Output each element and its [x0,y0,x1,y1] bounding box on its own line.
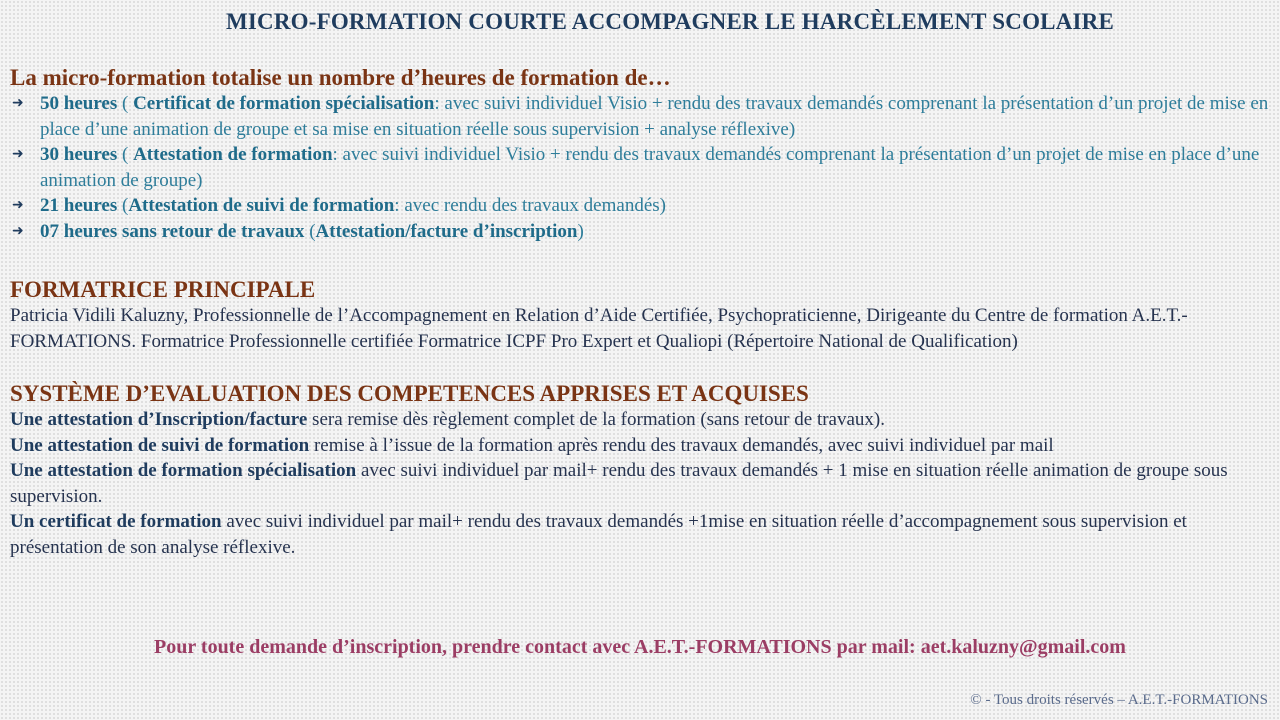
evaluation-item [10,433,1272,459]
page-title: MICRO-FORMATION COURTE ACCOMPAGNER LE HARCÈLEMENT SCOLAIRE [225,9,1115,34]
paren: ( [304,220,316,242]
paren: ( [117,144,134,165]
hours-value: 07 heures sans retour de travaux [40,220,305,242]
trainer-heading: FORMATRICE PRINCIPALE [10,277,316,302]
item-description: ) [577,220,584,242]
evaluation-item-text: remise à l’issue de la formation après rendu des travaux demandés, avec suivi individuel par mail [309,434,1054,456]
evaluation-item-text: avec suivi individuel par mail+ rendu des travaux demandés + 1 mise en situation réelle animation de groupe sous supervision. [10,460,1228,507]
hours-value: 30 heures [40,144,118,165]
certificate-label: Attestation/facture d’inscription [315,220,578,242]
evaluation-item-text: avec suivi individuel par mail+ rendu des travaux demandés +1mise en situation réelle d’accompagnement sous supervision et présentation de son analyse réflexive. [10,511,1187,558]
list-item [10,91,1272,142]
list-item [10,219,1272,245]
contact-line: Pour toute demande d’inscription, prendre contact avec A.E.T.-FORMATIONS par mail: aet.kaluzny@gmail.com [154,636,1126,658]
evaluation-item [10,458,1272,509]
evaluation-item-title: Une attestation de formation spécialisation [10,460,357,481]
right-arrow-icon: ➜ [12,146,24,162]
hours-heading: La micro-formation totalise un nombre d’heures de formation de… [10,65,671,90]
paren: ( [117,195,129,216]
trainer-description: Patricia Vidili Kaluzny, Professionnelle de l’Accompagnement en Relation d’Aide Certifiée, Psychopraticienne, Dirigeante du Centre de formation A.E.T.-FORMATIONS. Formatrice Professionnelle certifiée Formatrice ICPF Pro Expert et Qualiopi (Répertoire National de Qualification) [10,305,1188,352]
hours-value: 21 heures [40,195,118,216]
list-item [10,193,1272,219]
evaluation-item-title: Un certificat de formation [10,511,222,532]
evaluation-item-title: Une attestation d’Inscription/facture [10,409,308,430]
copyright-notice: © - Tous droits réservés – A.E.T.-FORMATIONS [970,692,1268,708]
right-arrow-icon: ➜ [12,95,24,111]
evaluation-item [10,407,1272,433]
hours-value: 50 heures [40,93,118,114]
evaluation-heading: SYSTÈME D’EVALUATION DES COMPETENCES APPRISES ET ACQUISES [10,381,809,406]
evaluation-item-title: Une attestation de suivi de formation [10,434,310,456]
certificate-label: Certificat de formation spécialisation [133,93,435,114]
item-description: : avec suivi individuel Visio + rendu des travaux demandés comprenant la présentation d’un projet de mise en place d’une animation de groupe) [40,144,1260,191]
item-description: : avec rendu des travaux demandés) [394,195,666,216]
right-arrow-icon: ➜ [12,222,24,239]
certificate-label: Attestation de suivi de formation [128,195,395,216]
main-content [10,64,1272,560]
list-item [10,142,1272,193]
hours-list [10,91,1272,244]
item-description: : avec suivi individuel Visio + rendu des travaux demandés comprenant la présentation d’un projet de mise en place d’une animation de groupe et sa mise en situation réelle sous supervision + analyse réflexive) [40,93,1269,140]
evaluation-item [10,509,1272,560]
evaluation-item-text: sera remise dès règlement complet de la formation (sans retour de travaux). [307,409,885,430]
paren: ( [117,93,134,114]
right-arrow-icon: ➜ [12,197,24,213]
certificate-label: Attestation de formation [133,144,333,165]
